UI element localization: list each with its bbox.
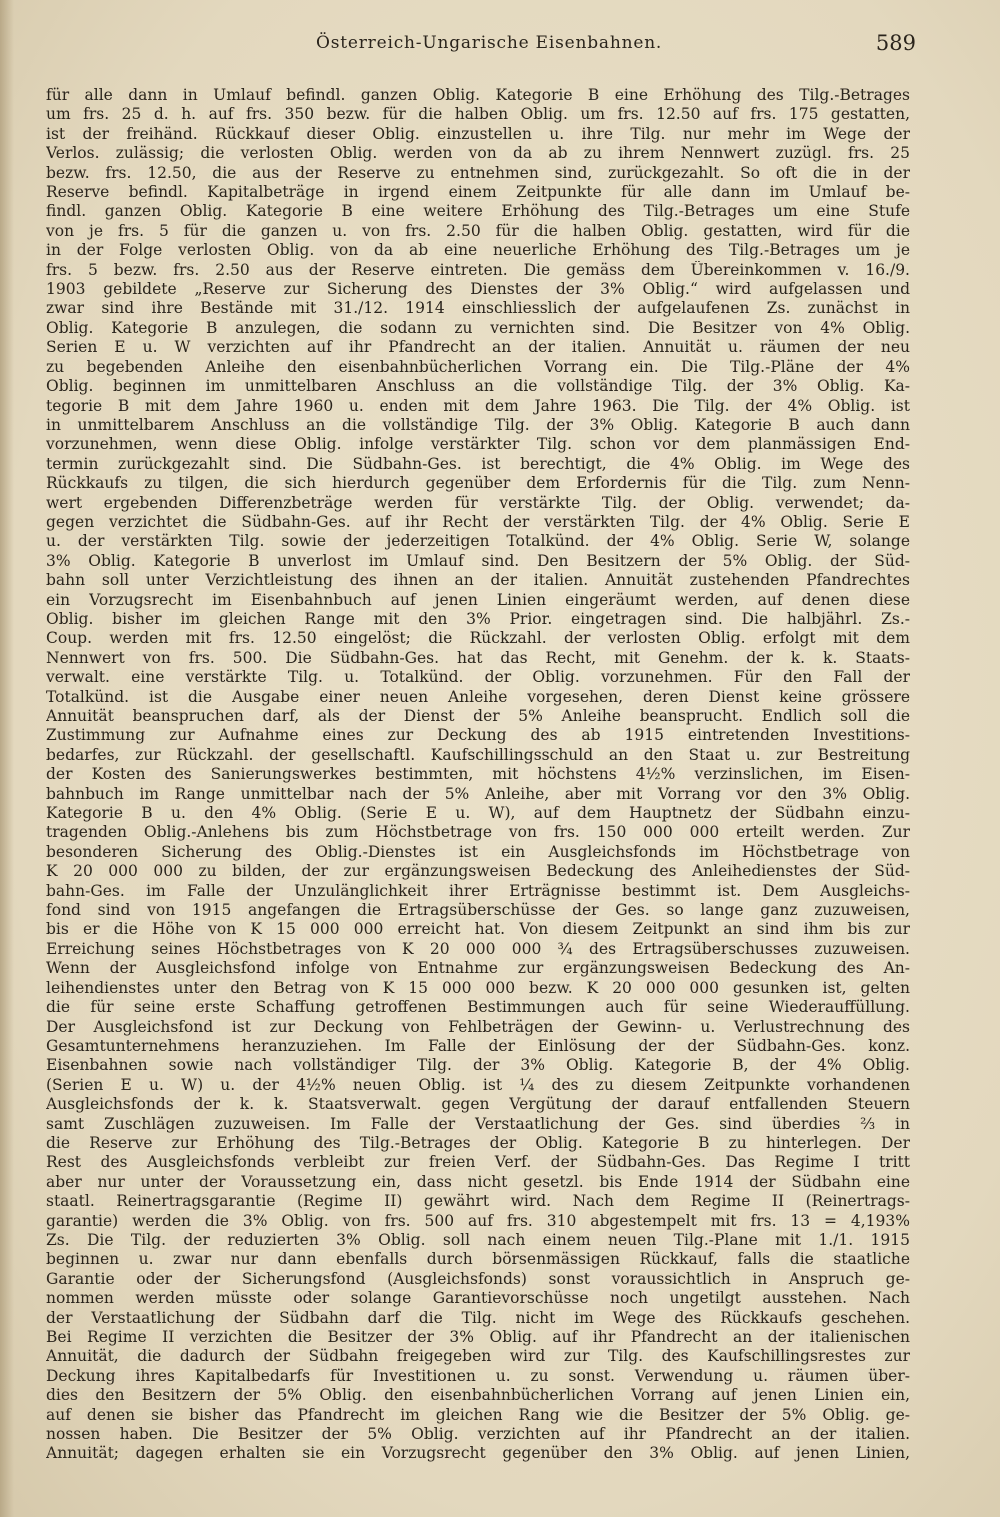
text-line: frs. 5 bezw. frs. 2.50 aus der Reserve eintreten. Die gemäss dem Übereinkommen v. 16./9. xyxy=(46,260,910,279)
text-line: Gesamtunternehmens heranzuziehen. Im Falle der Einlösung der der Südbahn-Ges. konz. xyxy=(46,1036,910,1055)
text-line: für alle dann in Umlauf befindl. ganzen Oblig. Kategorie B eine Erhöhung des Tilg.-Betrages xyxy=(46,86,910,104)
text-line: Eisenbahnen sowie nach vollständiger Tilg. der 3% Oblig. Kategorie B, der 4% Oblig. xyxy=(46,1056,910,1075)
text-line: staatl. Reinertragsgarantie (Regime II) gewährt wird. Nach dem Regime II (Reinertrags- xyxy=(46,1192,910,1211)
text-line: Wenn der Ausgleichsfond infolge von Entnahme zur ergänzungsweisen Bedeckung des An- xyxy=(46,959,910,978)
text-line: Bei Regime II verzichten die Besitzer der 3% Oblig. auf ihr Pfandrecht an der italienischen xyxy=(46,1328,910,1346)
text-line: nommen werden müsste oder solange Garantievorschüsse noch ungetilgt ausstehen. Nach xyxy=(46,1289,910,1308)
text-line: Rest des Ausgleichsfonds verbleibt zur freien Verf. der Südbahn-Ges. Das Regime I tritt xyxy=(46,1153,910,1172)
text-line: vorzunehmen, wenn diese Oblig. infolge verstärkter Tilg. schon vor dem planmässigen End- xyxy=(46,435,910,454)
text-line: Annuität beanspruchen darf, als der Dienst der 5% Anleihe beansprucht. Endlich soll die xyxy=(46,707,910,725)
text-line: leihendienstes unter den Betrag von K 15 000 000 bezw. K 20 000 000 gesunken ist, gelten xyxy=(46,978,910,997)
text-line: bahn soll unter Verzichtleistung des ihnen an der italien. Annuität zustehenden Pfandrechtes xyxy=(46,571,910,590)
text-line: Nennwert von frs. 500. Die Südbahn-Ges. hat das Recht, mit Genehm. der k. k. Staats- xyxy=(46,648,910,667)
text-line: zu begebenden Anleihe den eisenbahnbücherlichen Vorrang ein. Die Tilg.-Pläne der 4% xyxy=(46,357,910,376)
text-line: Annuität, die dadurch der Südbahn freigegeben wird zur Tilg. des Kaufschillingsrestes zur xyxy=(46,1347,910,1366)
text-line: samt Zuschlägen zuzuweisen. Im Falle der Verstaatlichung der Ges. sind überdies ⅔ in xyxy=(46,1114,910,1133)
text-line: der Verstaatlichung der Südbahn darf die Tilg. nicht im Wege des Rückkaufs geschehen. xyxy=(46,1308,910,1327)
text-line: Serien E u. W verzichten auf ihr Pfandrecht an der italien. Annuität u. räumen der neu xyxy=(46,338,910,357)
text-line: Rückkaufs zu tilgen, die sich hierdurch gegenüber dem Erfordernis für die Tilg. zum Nenn- xyxy=(46,474,910,493)
text-line: besonderen Sicherung des Oblig.-Dienstes ist ein Ausgleichsfonds im Höchstbetrage von xyxy=(46,842,910,861)
page-number: 589 xyxy=(875,31,916,55)
text-line: Zustimmung zur Aufnahme eines zur Deckung des ab 1915 eintretenden Investitions- xyxy=(46,726,910,745)
text-line: verwalt. eine verstärkte Tilg. u. Totalkünd. der Oblig. vorzunehmen. Für den Fall der xyxy=(46,668,910,687)
text-line: bahnbuch im Range unmittelbar nach der 5% Anleihe, aber mit Vorrang vor den 3% Oblig. xyxy=(46,784,910,803)
text-line: bahn-Ges. im Falle der Unzulänglichkeit ihrer Erträgnisse bestimmt ist. Dem Ausgleichs- xyxy=(46,881,910,900)
text-line: in der Folge verlosten Oblig. von da ab eine neuerliche Erhöhung des Tilg.-Betrages um je xyxy=(46,241,910,260)
text-line: Coup. werden mit frs. 12.50 eingelöst; die Rückzahl. der verlosten Oblig. erfolgt mit dem xyxy=(46,629,910,648)
text-line: garantie) werden die 3% Oblig. von frs. 500 auf frs. 310 abgestempelt mit frs. 13 = 4,193% xyxy=(46,1211,910,1230)
text-line: termin zurückgezahlt sind. Die Südbahn-Ges. ist berechtigt, die 4% Oblig. im Wege des xyxy=(46,454,910,473)
text-line: (Serien E u. W) u. der 4½% neuen Oblig. ist ¼ des zu diesem Zeitpunkte vorhandenen xyxy=(46,1075,910,1094)
binding-shadow xyxy=(0,0,14,1517)
text-line: ein Vorzugsrecht im Eisenbahnbuch auf jenen Linien eingeräumt werden, auf denen diese xyxy=(46,590,910,609)
text-line: Reserve befindl. Kapitalbeträge in irgend einem Zeitpunkte für alle dann im Umlauf be- xyxy=(46,183,910,202)
text-line: beginnen u. zwar nur dann ebenfalls durch börsenmässigen Rückkauf, falls die staatliche xyxy=(46,1250,910,1269)
text-line: wert ergebenden Differenzbeträge werden für verstärkte Tilg. der Oblig. verwendet; da- xyxy=(46,493,910,512)
text-line: nossen haben. Die Besitzer der 5% Oblig. verzichten auf ihr Pfandrecht an der italien. xyxy=(46,1425,910,1444)
text-line: 3% Oblig. Kategorie B unverlost im Umlauf sind. Den Besitzern der 5% Oblig. der Süd- xyxy=(46,551,910,570)
text-line: von je frs. 5 für die ganzen u. von frs. 2.50 für die halben Oblig. gestatten, wird für die xyxy=(46,221,910,240)
text-line: bis er die Höhe von K 15 000 000 erreicht hat. Von diesem Zeitpunkt an sind ihm bis zur xyxy=(46,920,910,939)
body-text xyxy=(46,86,910,1464)
text-line: K 20 000 000 zu bilden, der zur ergänzungsweisen Bedeckung des Anleihedienstes der Süd- xyxy=(46,862,910,881)
text-line: Zs. Die Tilg. der reduzierten 3% Oblig. soll nach einem neuen Tilg.-Plane mit 1./1. 1915 xyxy=(46,1230,910,1249)
text-line: ist der freihänd. Rückkauf dieser Oblig. einzustellen u. ihre Tilg. nur mehr im Wege der xyxy=(46,124,910,143)
text-line: dies den Besitzern der 5% Oblig. den eisenbahnbücherlichen Vorrang auf jenen Linien ein, xyxy=(46,1386,910,1405)
text-line: die Reserve zur Erhöhung des Tilg.-Betrages der Oblig. Kategorie B zu hinterlegen. Der xyxy=(46,1133,910,1152)
text-line: Annuität; dagegen erhalten sie ein Vorzugsrecht gegenüber den 3% Oblig. auf jenen Linien, xyxy=(46,1444,910,1463)
text-line: Totalkünd. ist die Ausgabe einer neuen Anleihe vorgesehen, deren Dienst keine grössere xyxy=(46,687,910,706)
text-line: Erreichung seines Höchstbetrages von K 20 000 000 ¾ des Ertragsüberschusses zuzuweisen. xyxy=(46,939,910,958)
text-line: um frs. 25 d. h. auf frs. 350 bezw. für die halben Oblig. um frs. 12.50 auf frs. 175 gestatten, xyxy=(46,105,910,124)
page-header xyxy=(0,33,1000,59)
text-line: bezw. frs. 12.50, die aus der Reserve zu entnehmen sind, zurückgezahlt. So oft die in der xyxy=(46,163,910,182)
text-line: Oblig. beginnen im unmittelbaren Anschluss an die vollständige Tilg. der 3% Oblig. Ka- xyxy=(46,377,910,396)
text-line: der Kosten des Sanierungswerkes bestimmten, mit höchstens 4½% verzinslichen, im Eisen- xyxy=(46,765,910,784)
text-line: findl. ganzen Oblig. Kategorie B eine weitere Erhöhung des Tilg.-Betrages um eine Stufe xyxy=(46,202,910,221)
running-title: Österreich-Ungarische Eisenbahnen. xyxy=(316,33,663,53)
text-line: tegorie B mit dem Jahre 1960 u. enden mit dem Jahre 1963. Die Tilg. der 4% Oblig. ist xyxy=(46,396,910,415)
text-line: u. der verstärkten Tilg. sowie der jederzeitigen Totalkünd. der 4% Oblig. Serie W, solange xyxy=(46,532,910,551)
text-line: 1903 gebildete „Reserve zur Sicherung des Dienstes der 3% Oblig.“ wird aufgelassen und xyxy=(46,280,910,299)
text-line: Deckung ihres Kapitalbedarfs für Investitionen u. zu sonst. Verwendung u. räumen über- xyxy=(46,1366,910,1385)
text-line: zwar sind ihre Bestände mit 31./12. 1914 einschliesslich der aufgelaufenen Zs. zunächst in xyxy=(46,299,910,318)
text-line: Oblig. bisher im gleichen Range mit den 3% Prior. eingetragen sind. Die halbjährl. Zs.- xyxy=(46,609,910,628)
text-line: in unmittelbarem Anschluss an die vollständige Tilg. der 3% Oblig. Kategorie B auch dann xyxy=(46,415,910,434)
text-line: Verlos. zulässig; die verlosten Oblig. werden von da ab zu ihrem Nennwert zuzügl. frs. 25 xyxy=(46,144,910,163)
text-line: Kategorie B u. den 4% Oblig. (Serie E u. W), auf dem Hauptnetz der Südbahn einzu- xyxy=(46,804,910,823)
text-line: auf denen sie bisher das Pfandrecht im gleichen Rang wie die Besitzer der 5% Oblig. ge- xyxy=(46,1405,910,1424)
text-line: Oblig. Kategorie B anzulegen, die sodann zu vernichten sind. Die Besitzer von 4% Oblig. xyxy=(46,318,910,337)
text-line: Garantie oder der Sicherungsfond (Ausgleichsfonds) sonst voraussichtlich in Anspruch ge- xyxy=(46,1269,910,1288)
text-line: tragenden Oblig.-Anlehens bis zum Höchstbetrage von frs. 150 000 000 erteilt werden. Zur xyxy=(46,823,910,842)
text-line: gegen verzichtet die Südbahn-Ges. auf ihr Recht der verstärkten Tilg. der 4% Oblig. Serie E xyxy=(46,512,910,531)
text-line: fond sind von 1915 angefangen die Ertragsüberschüsse der Ges. so lange ganz zuzuweisen, xyxy=(46,901,910,920)
text-line: Ausgleichsfonds der k. k. Staatsverwalt. gegen Vergütung der darauf entfallenden Steuern xyxy=(46,1095,910,1114)
text-line: die für seine erste Schaffung getroffenen Bestimmungen auch für seine Wiederauffüllung. xyxy=(46,998,910,1017)
text-line: Der Ausgleichsfond ist zur Deckung von Fehlbeträgen der Gewinn- u. Verlustrechnung des xyxy=(46,1017,910,1036)
text-line: bedarfes, zur Rückzahl. der gesellschaftl. Kaufschillingsschuld an den Staat u. zur Bestreitung xyxy=(46,745,910,764)
text-line: aber nur unter der Voraussetzung ein, dass nicht gesetzl. bis Ende 1914 der Südbahn eine xyxy=(46,1172,910,1191)
